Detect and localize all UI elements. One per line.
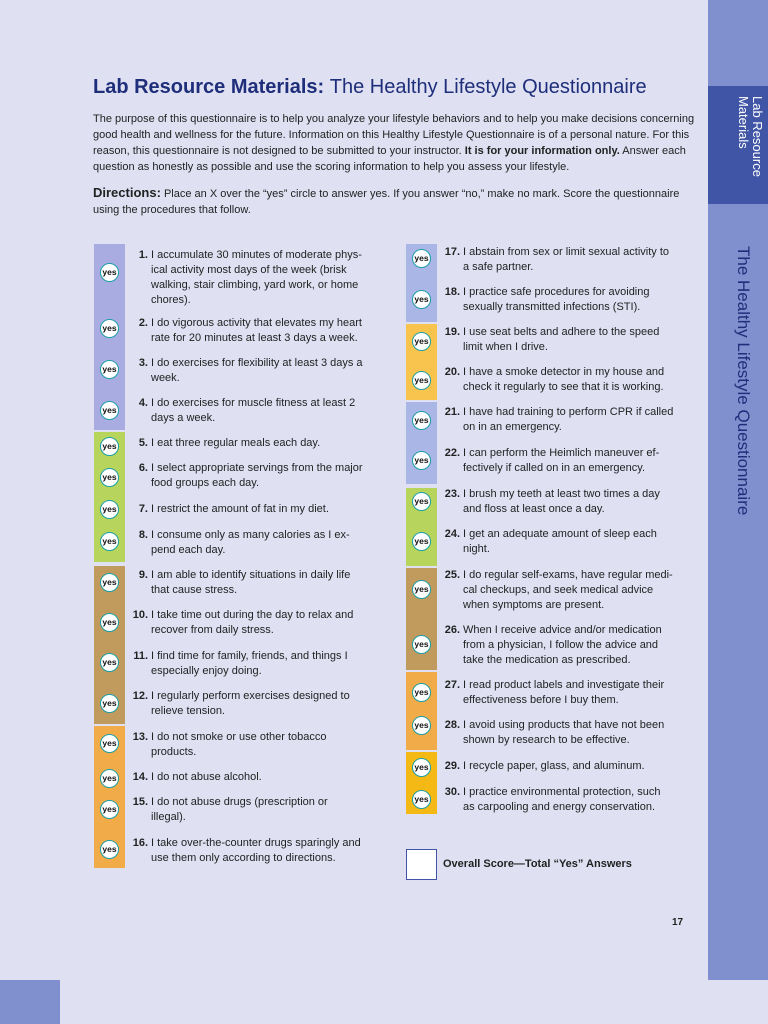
question-text-line: week. (151, 372, 180, 384)
question-number: 21. (444, 406, 460, 418)
question-number: 17. (444, 246, 460, 258)
section-tab-label: Lab Resource Materials (736, 96, 765, 177)
question-3 (124, 356, 384, 386)
directions-paragraph (93, 185, 695, 218)
question-text-line: limit when I drive. (463, 341, 548, 353)
question-number: 29. (444, 760, 460, 772)
question-text-line: I have had training to perform CPR if called (463, 406, 674, 418)
question-text-line: ical activity most days of the week (brisk (151, 264, 347, 276)
question-text-line: as carpooling and energy conservation. (463, 801, 656, 813)
question-text (151, 770, 262, 785)
question-text-line: I do exercises for muscle fitness at least 2 (151, 397, 356, 409)
question-text (151, 608, 353, 638)
question-text-line: pend each day. (151, 544, 226, 556)
question-text (463, 623, 662, 668)
question-12 (124, 689, 384, 719)
question-text-line: a safe partner. (463, 261, 534, 273)
question-text-line: night. (463, 543, 490, 555)
question-number: 30. (444, 786, 460, 798)
question-number: 25. (444, 569, 460, 581)
question-6 (124, 461, 384, 491)
question-7 (124, 502, 384, 517)
question-18 (436, 285, 698, 315)
question-text-line: days a week. (151, 412, 216, 424)
question-text-line: take the medication as prescribed. (463, 654, 631, 666)
question-text-line: I regularly perform exercises designed to (151, 690, 350, 702)
yes-circle-12[interactable]: yes (100, 694, 119, 713)
question-text-line: I restrict the amount of fat in my diet. (151, 503, 329, 515)
question-number: 28. (444, 719, 460, 731)
question-text (151, 730, 327, 760)
yes-circle-3[interactable]: yes (100, 360, 119, 379)
yes-circle-5[interactable]: yes (100, 437, 119, 456)
question-text-line: fectively if called on in an emergency. (463, 462, 645, 474)
yes-circle-28[interactable]: yes (412, 716, 431, 735)
question-text-line: that cause stress. (151, 584, 238, 596)
question-number: 8. (138, 529, 148, 541)
question-text-line: I take time out during the day to relax and (151, 609, 354, 621)
question-text (463, 568, 673, 613)
question-text-line: I do not smoke or use other tobacco (151, 731, 327, 743)
question-number: 12. (132, 690, 148, 702)
question-text-line: I practice safe procedures for avoiding (463, 286, 650, 298)
question-number: 11. (133, 650, 148, 662)
yes-circle-21[interactable]: yes (412, 411, 431, 430)
question-text-line: and floss at least once a day. (463, 503, 605, 515)
question-text-line: I do vigorous activity that elevates my heart (151, 317, 362, 329)
question-text (463, 285, 650, 315)
question-10 (124, 608, 384, 638)
question-text (151, 461, 363, 491)
yes-circle-1[interactable]: yes (100, 263, 119, 282)
question-text-line: I accumulate 30 minutes of moderate phys- (151, 249, 362, 261)
yes-circle-27[interactable]: yes (412, 683, 431, 702)
question-text-line: illegal). (151, 811, 186, 823)
yes-circle-2[interactable]: yes (100, 319, 119, 338)
question-text-line: products. (151, 746, 197, 758)
yes-circle-18[interactable]: yes (412, 290, 431, 309)
question-text-line: I abstain from sex or limit sexual activity to (463, 246, 670, 258)
yes-circle-26[interactable]: yes (412, 635, 431, 654)
question-30 (436, 785, 698, 815)
vertical-page-title: The Healthy Lifestyle Questionnaire (734, 246, 753, 516)
yes-circle-19[interactable]: yes (412, 332, 431, 351)
directions-text: Place an X over the “yes” circle to answer yes. If you answer “no,” make no mark. Score the questionnaire using the procedures that follow. (93, 188, 680, 216)
question-16 (124, 836, 384, 866)
question-text (151, 502, 329, 517)
question-text (151, 649, 348, 679)
question-number: 3. (138, 357, 148, 369)
question-number: 20. (444, 366, 460, 378)
question-29 (436, 759, 698, 774)
question-text-line: When I receive advice and/or medication (463, 624, 662, 636)
question-number: 2. (138, 317, 148, 329)
question-text-line: I can perform the Heimlich maneuver ef- (463, 447, 660, 459)
question-text (151, 528, 350, 558)
question-text (151, 836, 361, 866)
question-text-line: use them only according to directions. (151, 852, 336, 864)
question-text-line: rate for 20 minutes at least 3 days a week. (151, 332, 358, 344)
title-bold: Lab Resource Materials: (93, 76, 325, 98)
yes-circle-25[interactable]: yes (412, 580, 431, 599)
yes-circle-6[interactable]: yes (100, 468, 119, 487)
question-number: 14. (132, 771, 148, 783)
question-25 (436, 568, 698, 613)
yes-circle-20[interactable]: yes (412, 371, 431, 390)
question-text-line: when symptoms are present. (463, 599, 605, 611)
question-number: 26. (444, 624, 460, 636)
question-number: 15. (132, 796, 148, 808)
question-27 (436, 678, 698, 708)
question-2 (124, 316, 384, 346)
yes-circle-11[interactable]: yes (100, 653, 119, 672)
yes-circle-9[interactable]: yes (100, 573, 119, 592)
question-number: 19. (444, 326, 460, 338)
question-number: 18. (444, 286, 460, 298)
yes-circle-17[interactable]: yes (412, 249, 431, 268)
question-number: 9. (138, 569, 148, 581)
question-text-line: I do exercises for flexibility at least 3 days a (151, 357, 363, 369)
question-11 (124, 649, 384, 679)
question-21 (436, 405, 698, 435)
question-number: 10. (132, 609, 148, 621)
question-number: 27. (444, 679, 460, 691)
question-text-line: I select appropriate servings from the major (151, 462, 363, 474)
question-text-line: on in an emergency. (463, 421, 562, 433)
question-text (151, 248, 362, 308)
question-text (463, 245, 669, 275)
question-text-line: especially enjoy doing. (151, 665, 262, 677)
question-text-line: I do not abuse alcohol. (151, 771, 262, 783)
question-text-line: I practice environmental protection, such (463, 786, 661, 798)
question-text-line: check it regularly to see that it is working. (463, 381, 664, 393)
question-text-line: cal checkups, and seek medical advice (463, 584, 654, 596)
question-9 (124, 568, 384, 598)
question-text-line: I am able to identify situations in daily life (151, 569, 351, 581)
question-text (151, 795, 328, 825)
question-number: 4. (138, 397, 148, 409)
question-24 (436, 527, 698, 557)
title-rest: The Healthy Lifestyle Questionnaire (329, 76, 647, 98)
question-number: 7. (138, 503, 148, 515)
yes-circle-15[interactable]: yes (100, 800, 119, 819)
question-number: 5. (138, 437, 148, 449)
question-5 (124, 436, 384, 451)
question-text-line: I use seat belts and adhere to the speed (463, 326, 660, 338)
question-14 (124, 770, 384, 785)
page-title (93, 76, 647, 99)
intro-paragraph (93, 111, 695, 175)
question-17 (436, 245, 698, 275)
question-number: 1. (138, 249, 148, 261)
question-number: 22. (444, 447, 460, 459)
question-text (151, 568, 350, 598)
question-text (151, 396, 355, 426)
question-text-line: shown by research to be effective. (463, 734, 630, 746)
question-text-line: effectiveness before I buy them. (463, 694, 619, 706)
question-text (463, 678, 664, 708)
yes-circle-8[interactable]: yes (100, 532, 119, 551)
intro-emphasis: It is for your information only. (464, 145, 620, 157)
question-text (463, 487, 660, 517)
question-13 (124, 730, 384, 760)
question-text-line: I do not abuse drugs (prescription or (151, 796, 328, 808)
question-19 (436, 325, 698, 355)
question-15 (124, 795, 384, 825)
question-text-line: I recycle paper, glass, and aluminum. (463, 760, 645, 772)
question-number: 6. (138, 462, 148, 474)
question-text-line: I find time for family, friends, and things I (151, 650, 348, 662)
question-number: 13. (132, 731, 148, 743)
overall-score-label: Overall Score—Total “Yes” Answers (443, 858, 632, 870)
question-number: 24. (444, 528, 460, 540)
yes-circle-22[interactable]: yes (412, 451, 431, 470)
question-text (463, 718, 664, 748)
yes-circle-4[interactable]: yes (100, 401, 119, 420)
yes-circle-10[interactable]: yes (100, 613, 119, 632)
question-text-line: I avoid using products that have not been (463, 719, 665, 731)
question-text-line: chores). (151, 294, 191, 306)
question-text (463, 405, 673, 435)
question-text (463, 446, 659, 476)
question-text-line: I take over-the-counter drugs sparingly and (151, 837, 361, 849)
question-text (463, 527, 657, 557)
question-28 (436, 718, 698, 748)
question-number: 23. (444, 488, 460, 500)
question-text-line: walking, stair climbing, yard work, or home (151, 279, 359, 291)
question-text (151, 316, 362, 346)
yes-circle-29[interactable]: yes (412, 758, 431, 777)
question-text (463, 785, 661, 815)
intro-text-end: Answer each question as honestly as possible and use the scoring information to help you assess your lifestyle. (93, 145, 686, 173)
page-number: 17 (672, 917, 684, 928)
question-text-line: I have a smoke detector in my house and (463, 366, 665, 378)
question-text-line: relieve tension. (151, 705, 225, 717)
yes-circle-24[interactable]: yes (412, 532, 431, 551)
question-text-line: I eat three regular meals each day. (151, 437, 321, 449)
question-text-line: I get an adequate amount of sleep each (463, 528, 657, 540)
question-text-line: food groups each day. (151, 477, 260, 489)
yes-circle-14[interactable]: yes (100, 769, 119, 788)
question-text (463, 759, 645, 774)
question-22 (436, 446, 698, 476)
yes-circle-30[interactable]: yes (412, 790, 431, 809)
bottom-corner-block (0, 980, 60, 1024)
question-text-line: I consume only as many calories as I ex- (151, 529, 350, 541)
question-text (151, 689, 350, 719)
question-text (463, 325, 659, 355)
question-text-line: recover from daily stress. (151, 624, 274, 636)
question-text (151, 436, 320, 451)
question-text-line: I do regular self-exams, have regular medi- (463, 569, 673, 581)
question-text-line: I brush my teeth at least two times a day (463, 488, 660, 500)
directions-label: Directions: (93, 185, 161, 200)
yes-circle-13[interactable]: yes (100, 734, 119, 753)
overall-score-box[interactable] (406, 849, 437, 880)
question-23 (436, 487, 698, 517)
question-4 (124, 396, 384, 426)
question-text (463, 365, 664, 395)
question-text-line: sexually transmitted infections (STI). (463, 301, 641, 313)
question-text-line: I read product labels and investigate their (463, 679, 665, 691)
question-26 (436, 623, 698, 668)
yes-circle-7[interactable]: yes (100, 500, 119, 519)
intro-text: The purpose of this questionnaire is to help you analyze your lifestyle behaviors and to help you make decisions concerning good health and wellness for the future. Information on this Healthy Lifestyle Questionnaire is of a personal nature. For this reason, this questionnaire is not designed to be submitted to your instructor. (93, 113, 695, 157)
question-text-line: from a physician, I follow the advice and (463, 639, 659, 651)
yes-circle-23[interactable]: yes (412, 492, 431, 511)
question-text (151, 356, 363, 386)
question-8 (124, 528, 384, 558)
question-number: 16. (132, 837, 148, 849)
question-20 (436, 365, 698, 395)
question-1 (124, 248, 384, 308)
yes-circle-16[interactable]: yes (100, 840, 119, 859)
